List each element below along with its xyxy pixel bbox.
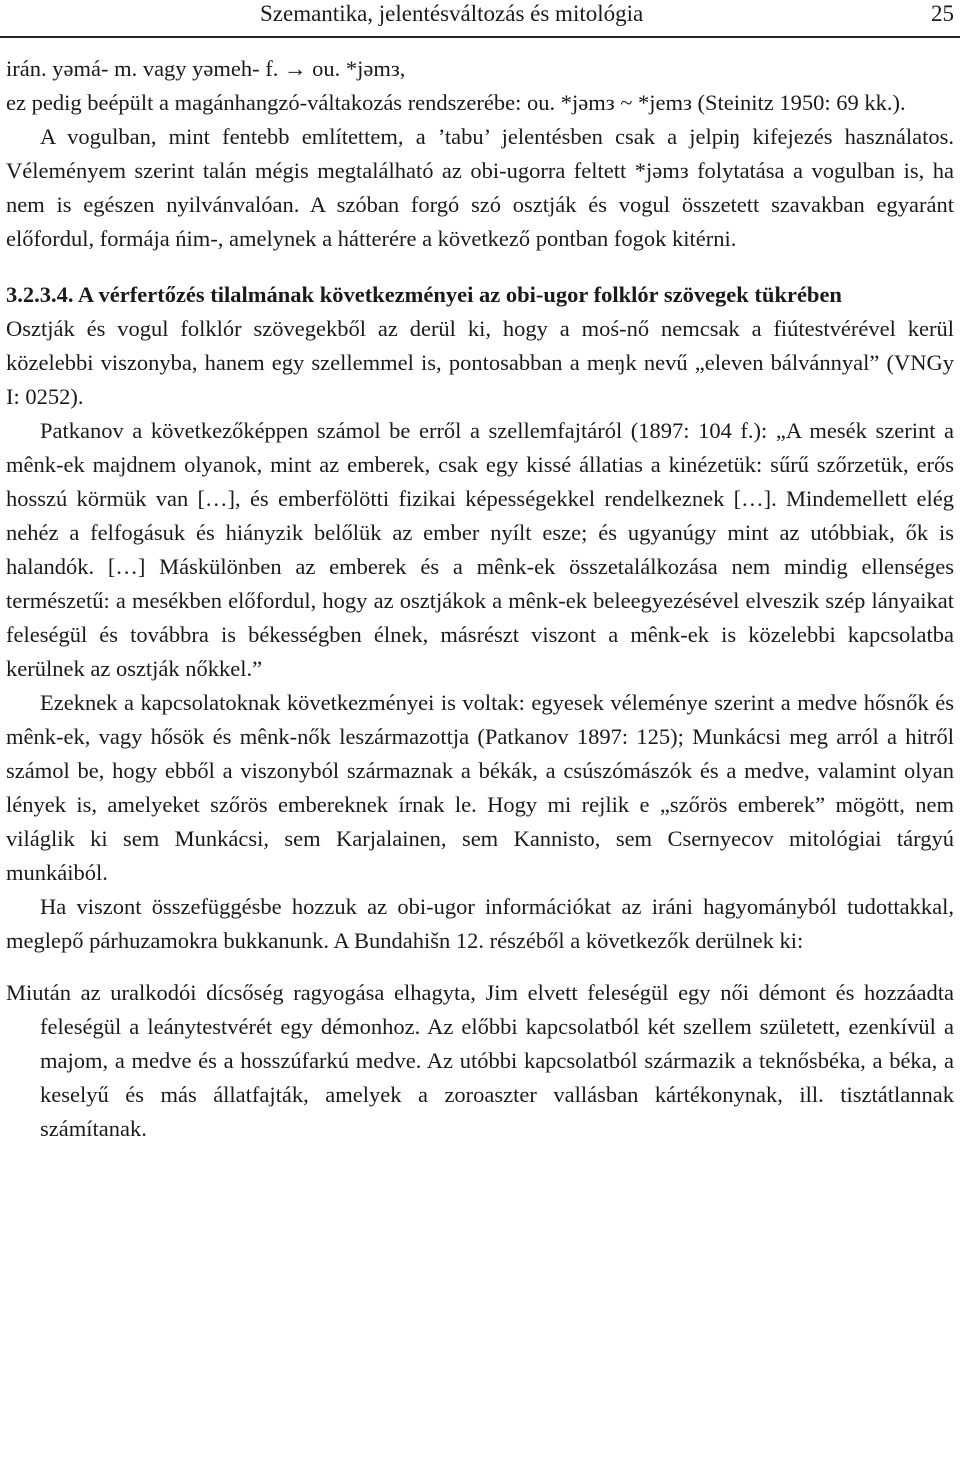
paragraph-1: irán. yəmá- m. vagy yəmeh- f. → ou. *jəmз, — [6, 56, 406, 81]
running-title: Szemantika, jelentésváltozás és mitológia — [260, 1, 644, 26]
paragraph-2: ez pedig beépült a magánhangzó-váltakozás rendszerébe: ou. *jəmз ~ *jemз (Steinitz 1950: 69 kk.). — [6, 90, 906, 115]
body-text — [6, 52, 954, 1146]
paragraph-3: A vogulban, mint fentebb említettem, a ’tabu’ jelentésben csak a jelpiŋ kifejezés használatos. Véleményem szerint talán mégis megtalálható az obi-ugorra feltett *jəmз folytatása a vogulban is, ha nem is egészen nyilvánvalóan. A szóban forgó szó osztják és vogul összetett szavakban egyaránt előfordul, formája ńim-, amelynek a hátterére a következő pontban fogok kitérni. — [6, 124, 954, 251]
paragraph-7: Ha viszont összefüggésbe hozzuk az obi-ugor információkat az iráni hagyományból tudottakkal, meglepő párhuzamokra bukkanunk. A Bundahišn 12. részéből a következők derülnek ki: — [6, 894, 954, 953]
page-number: 25 — [931, 1, 954, 26]
running-header — [0, 0, 960, 40]
paragraph-5: Patkanov a következőképpen számol be erről a szellemfajtáról (1897: 104 f.): „A mesék szerint a mênk-ek majdnem olyanok, mint az emberek, csak egy kissé állatias a kinézetük: sűrű szőrzetük, erős hosszú körmük van […], és emberfölötti fizikai képességekkel rendelkeznek […]. Mindemellett elég nehéz a felfogásuk és hiányzik belőlük az ember nyílt esze; és ugyanúgy mint az utóbbiak, ők is halandók. […] Máskülönben az emberek és a mênk-ek összetalálkozása nem mindig ellenséges természetű: a mesékben előfordul, hogy az osztjákok a mênk-ek beleegyezésével elveszik szép lányaikat feleségül és továbbra is békességben élnek, másrészt viszont a mênk-ek is közelebbi kapcsolatba kerülnek az osztják nőkkel.” — [6, 418, 954, 681]
header-rule — [0, 36, 960, 38]
quote-block — [6, 976, 954, 1146]
quote-text: Miután az uralkodói dícsőség ragyogása elhagyta, Jim elvett feleségül egy női démont és hozzáadta feleségül a leánytestvérét egy démonhoz. Az előbbi kapcsolatból két szellem született, ezenkívül a majom, a medve és a hosszúfarkú medve. Az utóbbi kapcsolatból származik a teknősbéka, a béka, a keselyű és más állatfajták, amelyek a zoroaszter vallásban kártékonynak, ill. tisztátlannak számítanak. — [6, 980, 954, 1141]
paragraph-4: Osztják és vogul folklór szövegekből az derül ki, hogy a moś-nő nemcsak a fiútestvérével kerül közelebbi viszonyba, hanem egy szellemmel is, pontosabban a meŋk nevű „eleven bálvánnyal” (VNGy I: 0252). — [6, 316, 954, 409]
section-heading: 3.2.3.4. A vérfertőzés tilalmának következményei az obi-ugor folklór szövegek tükrében — [6, 282, 842, 307]
paragraph-6: Ezeknek a kapcsolatoknak következményei is voltak: egyesek véleménye szerint a medve hősnők és mênk-ek, vagy hősök és mênk-nők leszármazottja (Patkanov 1897: 125); Munkácsi meg arról a hitről számol be, hogy ebből a viszonyból származnak a békák, a csúszómászók és a medve, valamint olyan lények is, amelyeket szőrös embereknek írnak le. Hogy mi rejlik e „szőrös emberek” mögött, nem világlik ki sem Munkácsi, sem Karjalainen, sem Kannisto, sem Csernyecov mitológiai tárgyú munkáiból. — [6, 690, 954, 885]
